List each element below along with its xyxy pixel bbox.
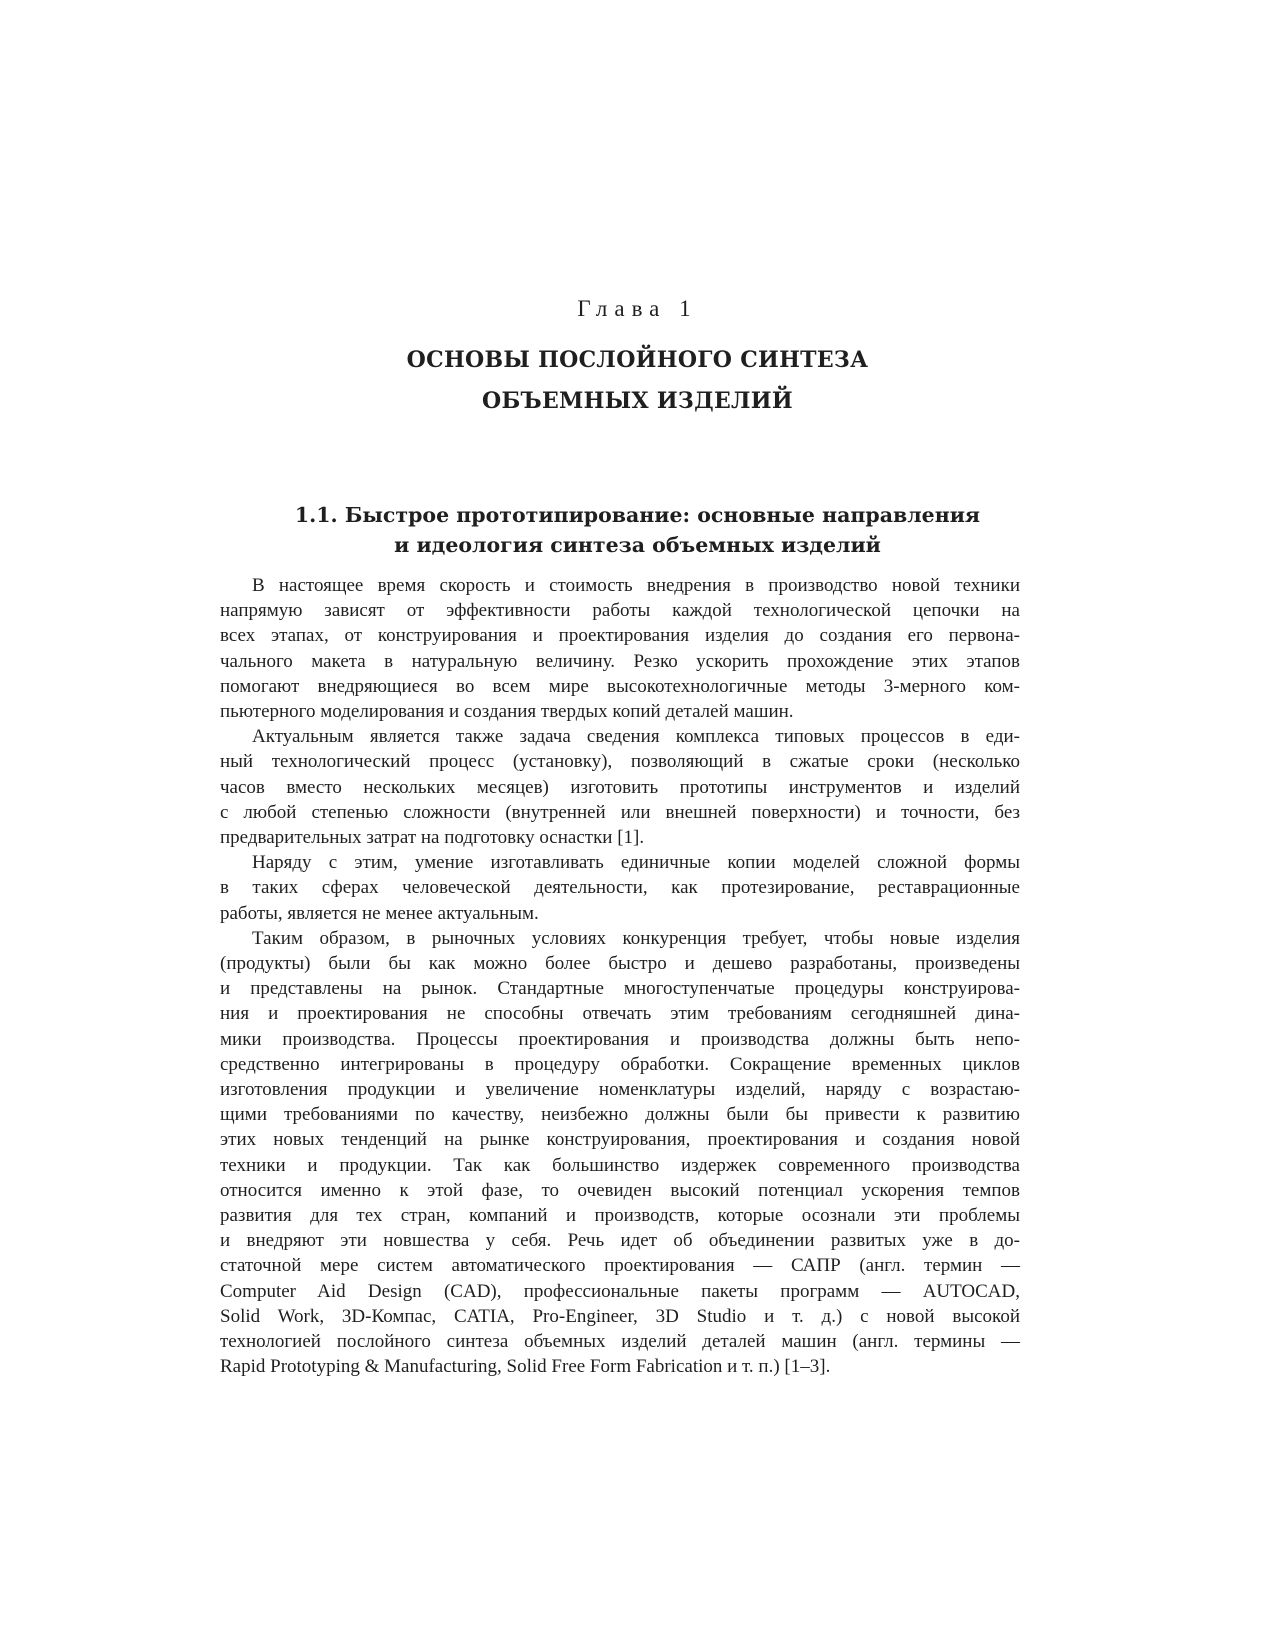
text-line: предварительных затрат на подготовку оснастки [1].	[220, 827, 645, 849]
text-line: средственно интегрированы в процедуру обработки. Сокращение временных циклов	[220, 1053, 1020, 1075]
text-line: относится именно к этой фазе, то очевиден высокий потенциал ускорения темпов	[220, 1179, 1020, 1201]
chapter-label: Глава 1	[577, 296, 698, 321]
text-line: (продукты) были бы как можно более быстро и дешево разработаны, произведены	[220, 953, 1020, 975]
text-line: Rapid Prototyping & Manufacturing, Solid Free Form Fabrication и т. п.) [1–3].	[220, 1356, 831, 1378]
text-line: ния и проектирования не способны отвечать этим требованиям сегодняшней дина-	[220, 1003, 1020, 1025]
paragraph-2	[220, 724, 1020, 850]
text-line: часов вместо нескольких месяцев) изготовить прототипы инструментов и изделий	[220, 776, 1020, 798]
chapter-title-line: ОБЪЕМНЫХ ИЗДЕЛИЙ	[482, 388, 793, 414]
section-heading-line: 1.1. Быстрое прототипирование: основные направления	[294, 503, 981, 527]
text-line: технологией послойного синтеза объемных изделий деталей машин (англ. термины —	[220, 1331, 1020, 1353]
text-line: пьютерного моделирования и создания твердых копий деталей машин.	[220, 701, 794, 723]
text-line: ный технологический процесс (установку), позволяющий в сжатые сроки (несколько	[220, 751, 1020, 773]
paragraph-3	[220, 850, 1020, 926]
text-line: Наряду с этим, умение изготавливать единичные копии моделей сложной формы	[252, 852, 1020, 874]
text-line: с любой степенью сложности (внутренней или внешней поверхности) и точности, без	[220, 801, 1020, 823]
body-text	[220, 573, 1020, 1380]
text-line: чального макета в натуральную величину. Резко ускорить прохождение этих этапов	[220, 650, 1020, 672]
text-line: Актуальным является также задача сведения комплекса типовых процессов в еди-	[252, 726, 1020, 748]
paragraph-1	[220, 573, 1020, 724]
text-line: Computer Aid Design (CAD), профессиональные пакеты программ — AUTOCAD,	[220, 1280, 1020, 1302]
text-line: Solid Work, 3D-Компас, CATIA, Pro-Engineer, 3D Studio и т. д.) с новой высокой	[220, 1305, 1020, 1327]
text-line: напрямую зависят от эффективности работы каждой технологической цепочки на	[220, 600, 1020, 622]
text-line: развития для тех стран, компаний и производств, которые осознали эти проблемы	[220, 1205, 1020, 1227]
text-line: изготовления продукции и увеличение номенклатуры изделий, наряду с возрастаю-	[220, 1079, 1020, 1101]
paragraph-4	[220, 926, 1020, 1380]
text-line: и внедряют эти новшества у себя. Речь идет об объединении развитых уже в до-	[220, 1230, 1020, 1252]
text-line: всех этапах, от конструирования и проектирования изделия до создания его первона-	[220, 625, 1020, 647]
chapter-title-line: ОСНОВЫ ПОСЛОЙНОГО СИНТЕЗА	[406, 347, 869, 373]
text-line: этих новых тенденций на рынке конструирования, проектирования и создания новой	[220, 1129, 1020, 1151]
text-line: техники и продукции. Так как большинство издержек современного производства	[220, 1154, 1020, 1176]
text-line: Таким образом, в рыночных условиях конкуренция требует, чтобы новые изделия	[252, 927, 1020, 949]
text-line: щими требованиями по качеству, неизбежно должны были бы привести к развитию	[220, 1104, 1020, 1126]
section-heading-line: и идеология синтеза объемных изделий	[394, 533, 881, 557]
text-line: статочной мере систем автоматического проектирования — САПР (англ. термин —	[220, 1255, 1020, 1277]
text-line: и представлены на рынок. Стандартные многоступенчатые процедуры конструирова-	[220, 978, 1020, 1000]
text-line: мики производства. Процессы проектирования и производства должны быть непо-	[220, 1028, 1020, 1050]
text-line: В настоящее время скорость и стоимость внедрения в производство новой техники	[252, 575, 1020, 596]
text-line: помогают внедряющиеся во всем мире высокотехнологичные методы 3-мерного ком-	[220, 675, 1020, 697]
text-line: в таких сферах человеческой деятельности, как протезирование, реставрационные	[220, 877, 1020, 899]
chapter-title	[0, 340, 1275, 422]
text-line: работы, является не менее актуальным.	[220, 902, 539, 924]
section-heading	[0, 500, 1275, 560]
